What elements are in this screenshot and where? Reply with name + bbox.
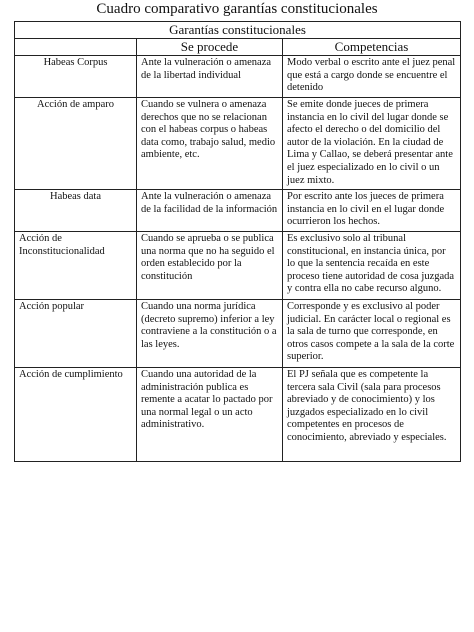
row-procede: Ante la vulneración o amenaza de la facilidad de la información <box>137 190 283 232</box>
table-row <box>15 190 461 232</box>
row-name: Acción de Inconstitucionalidad <box>15 231 137 299</box>
table-row <box>15 299 461 367</box>
header-se-procede: Se procede <box>137 39 283 56</box>
row-procede: Cuando una norma jurídica (decreto supremo) inferior a ley contraviene a la constitución o a las leyes. <box>137 299 283 367</box>
row-competencias: El PJ señala que es competente la tercera sala Civil (sala para procesos abreviado y de conocimiento) y los juzgados especializado en lo civil competentes en procesos de conocimiento, abreviado y especiales. <box>283 367 461 461</box>
table-row <box>15 98 461 190</box>
row-name: Habeas data <box>15 190 137 232</box>
row-name: Acción de amparo <box>15 98 137 190</box>
table-caption: Garantías constitucionales <box>15 22 461 39</box>
table-row <box>15 231 461 299</box>
row-competencias: Se emite donde jueces de primera instancia en lo civil del lugar donde se afecto el derecho o del domicilio del autor de la violación. En la ciudad de Lima y Callao, se deberá presentar ante el juez especializado en lo civil o un juez mixto. <box>283 98 461 190</box>
row-name: Acción popular <box>15 299 137 367</box>
row-competencias: Corresponde y es exclusivo al poder judicial. En carácter local o regional es la sala de turno que corresponde, en otros casos compete a la sala de la corte superior. <box>283 299 461 367</box>
table-row <box>15 367 461 461</box>
row-competencias: Por escrito ante los jueces de primera instancia en lo civil en el lugar donde ocurrieron los hechos. <box>283 190 461 232</box>
row-competencias: Es exclusivo solo al tribunal constitucional, en instancia única, por lo que la sentencia recaída en este proceso tiene autoridad de cosa juzgada y contra ella no cabe recurso alguno. <box>283 231 461 299</box>
row-name: Acción de cumplimiento <box>15 367 137 461</box>
comparison-table <box>14 21 461 462</box>
row-name: Habeas Corpus <box>15 56 137 98</box>
row-procede: Cuando se vulnera o amenaza derechos que no se relacionan con el habeas corpus o habeas data como, trabajo salud, medio ambiente, etc. <box>137 98 283 190</box>
table-row <box>15 56 461 98</box>
row-procede: Cuando se aprueba o se publica una norma que no ha seguido el orden establecido por la constitución <box>137 231 283 299</box>
page-title: Cuadro comparativo garantías constitucionales <box>96 1 378 17</box>
table-header-row <box>15 39 461 56</box>
row-competencias: Modo verbal o escrito ante el juez penal que está a cargo donde se encuentre el detenido <box>283 56 461 98</box>
header-competencias: Competencias <box>283 39 461 56</box>
header-empty <box>15 39 137 56</box>
row-procede: Ante la vulneración o amenaza de la libertad individual <box>137 56 283 98</box>
row-procede: Cuando una autoridad de la administración publica es remente a acatar lo pactado por una normal legal o un acto administrativo. <box>137 367 283 461</box>
table-caption-row <box>15 22 461 39</box>
